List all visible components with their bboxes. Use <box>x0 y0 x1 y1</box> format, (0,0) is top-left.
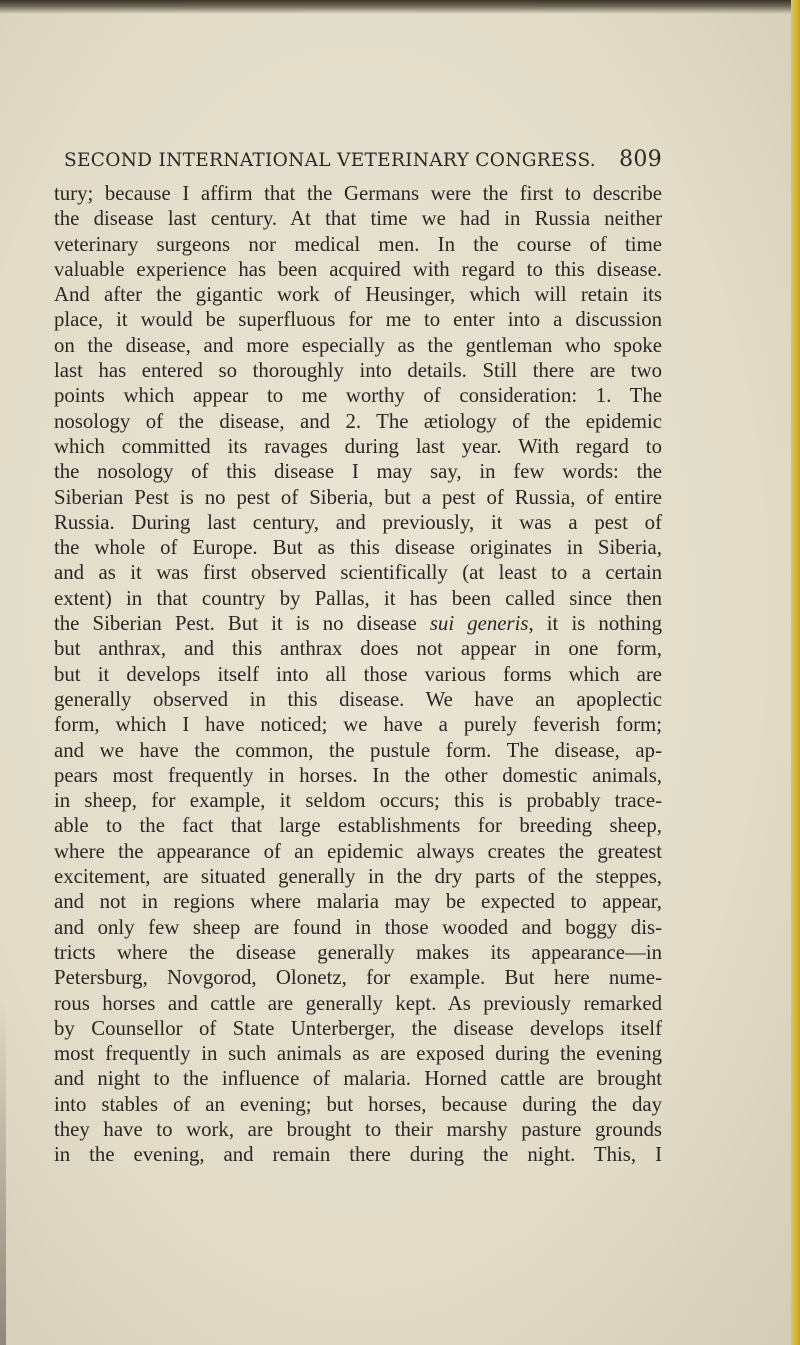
text-line: and not in regions where malaria may be expected to appear, <box>54 890 662 914</box>
body-text <box>54 181 662 1168</box>
text-line: able to the fact that large establishments for breeding sheep, <box>54 814 662 838</box>
text-line: in the evening, and remain there during the night. This, I <box>54 1143 662 1167</box>
text-line: and only few sheep are found in those wooded and boggy dis- <box>54 915 662 939</box>
text-line: nosology of the disease, and 2. The ætiology of the epidemic <box>54 409 662 433</box>
text-line: by Counsellor of State Unterberger, the disease develops itself <box>54 1016 662 1040</box>
text-line: extent) in that country by Pallas, it has been called since then <box>54 586 662 610</box>
text-line: veterinary surgeons nor medical men. In the course of time <box>54 232 662 256</box>
text-line: in sheep, for example, it seldom occurs; this is probably trace- <box>54 789 662 813</box>
text-line: generally observed in this disease. We have an apoplectic <box>54 687 662 711</box>
text-line: and as it was first observed scientifically (at least to a certain <box>54 561 662 585</box>
text-line: into stables of an evening; but horses, because during the day <box>54 1092 662 1116</box>
text-line: place, it would be superfluous for me to enter into a discussion <box>54 308 662 332</box>
text-line: tury; because I affirm that the Germans were the first to describe <box>54 182 662 205</box>
text-line: but it develops itself into all those various forms which are <box>54 662 662 686</box>
text-line: which committed its ravages during last year. With regard to <box>54 434 662 458</box>
text-line: rous horses and cattle are generally kept. As previously remarked <box>54 991 662 1015</box>
page-right-edge <box>791 0 800 1345</box>
text-line: Petersburg, Novgorod, Olonetz, for example. But here nume- <box>54 966 662 990</box>
text-line: last has entered so thoroughly into details. Still there are two <box>54 359 662 383</box>
text-line: they have to work, are brought to their marshy pasture grounds <box>54 1117 662 1141</box>
text-line: tricts where the disease generally makes its appearance—in <box>54 940 662 964</box>
text-line: valuable experience has been acquired with regard to this disease. <box>54 257 662 281</box>
text-line: most frequently in such animals as are exposed during the evening <box>54 1042 662 1066</box>
text-line: and we have the common, the pustule form. The disease, ap- <box>54 738 662 762</box>
page-left-edge-shadow <box>0 1000 6 1345</box>
italic-phrase: sui generis <box>429 612 529 636</box>
text-line: points which appear to me worthy of consideration: 1. The <box>54 384 662 408</box>
text-line: but anthrax, and this anthrax does not appear in one form, <box>54 637 662 661</box>
text-line: pears most frequently in horses. In the other domestic animals, <box>54 763 662 787</box>
text-line: Russia. During last century, and previously, it was a pest of <box>54 510 662 534</box>
text-line: where the appearance of an epidemic always creates the greatest <box>54 839 662 863</box>
text-line: on the disease, and more especially as the gentleman who spoke <box>54 333 662 357</box>
text-line: And after the gigantic work of Heusinger, which will retain its <box>54 283 662 307</box>
running-header <box>64 147 662 178</box>
text-line: the whole of Europe. But as this disease originates in Siberia, <box>54 536 662 560</box>
text-line: the nosology of this disease I may say, in few words: the <box>54 460 662 484</box>
text-line: form, which I have noticed; we have a purely feverish form; <box>54 713 662 737</box>
page-number: 809 <box>619 147 662 172</box>
text-line: the disease last century. At that time we had in Russia neither <box>54 207 662 231</box>
text-line: the Siberian Pest. But it is no disease sui generis, it is nothing <box>54 612 662 636</box>
text-line: Siberian Pest is no pest of Siberia, but a pest of Russia, of entire <box>54 485 662 509</box>
text-line: excitement, are situated generally in the dry parts of the steppes, <box>54 865 662 889</box>
text-line: and night to the influence of malaria. Horned cattle are brought <box>54 1067 662 1091</box>
page-top-shadow <box>0 0 800 14</box>
running-header-title: SECOND INTERNATIONAL VETERINARY CONGRESS. <box>64 150 596 171</box>
